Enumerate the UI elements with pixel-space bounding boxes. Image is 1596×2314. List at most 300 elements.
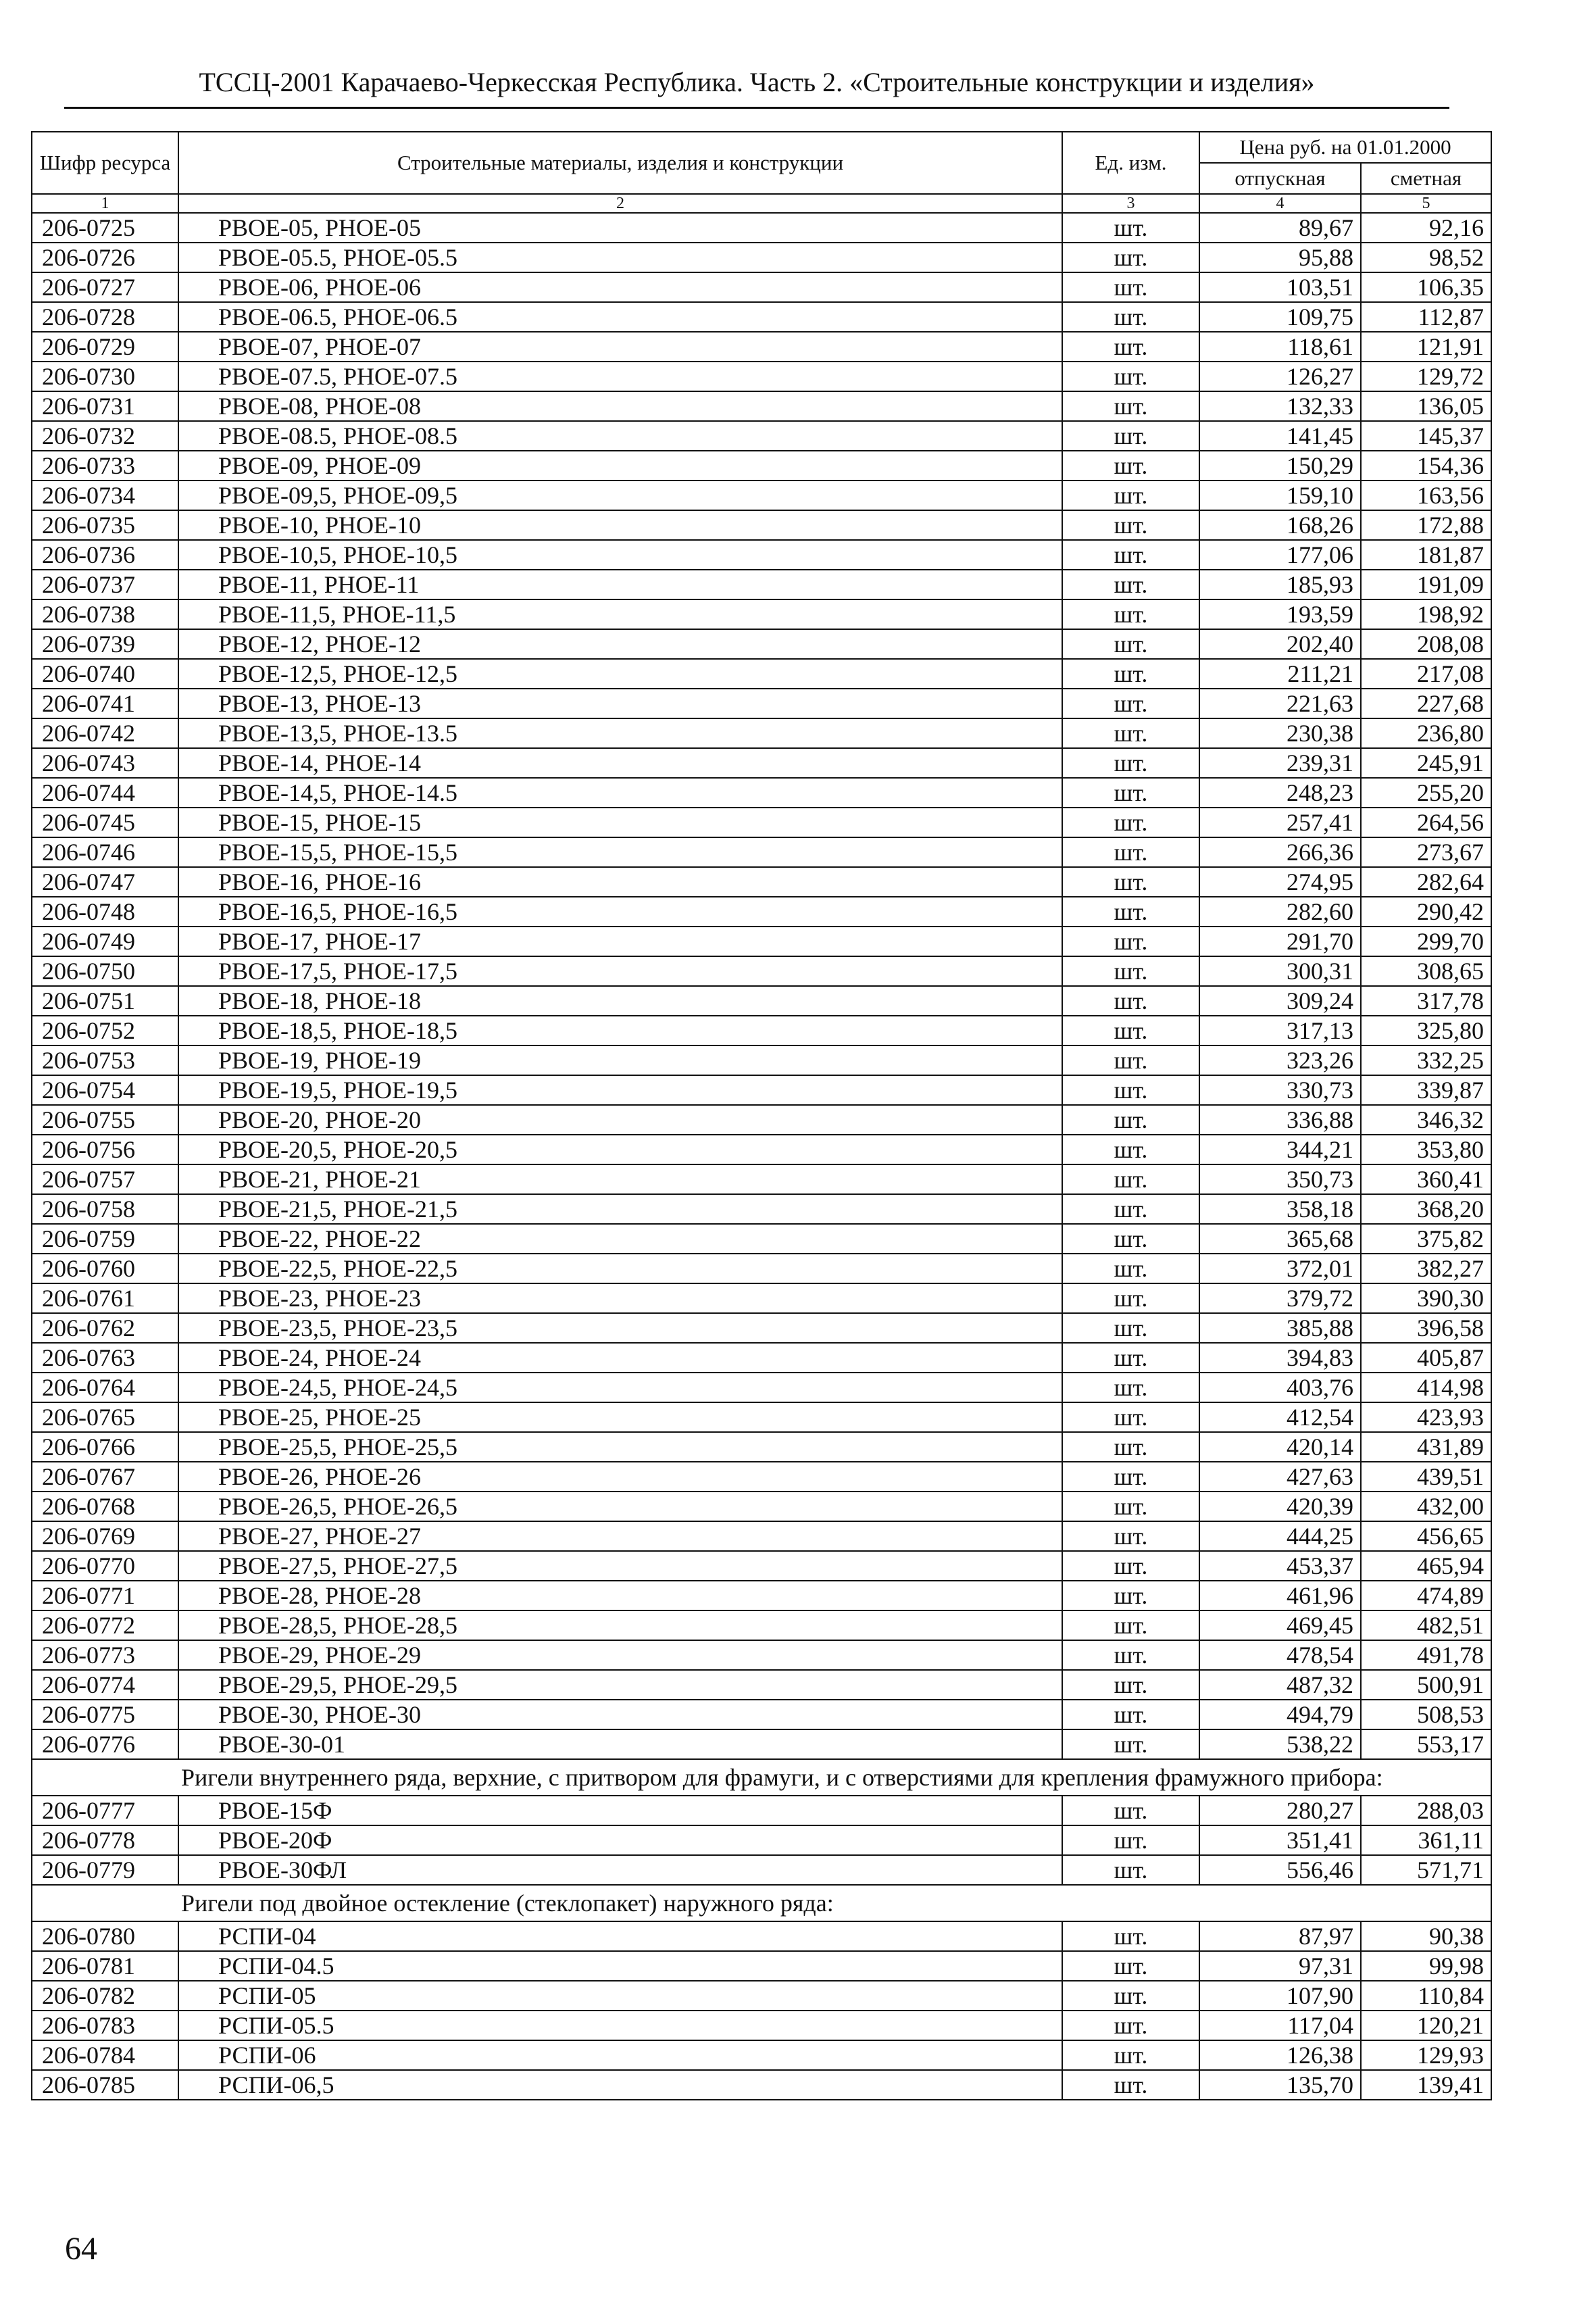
table-row xyxy=(32,1640,1491,1670)
cell-release-price: 330,73 xyxy=(1199,1075,1361,1105)
cell-release-price: 344,21 xyxy=(1199,1135,1361,1164)
cell-code: 206-0752 xyxy=(32,1016,178,1045)
cell-estimate-price: 423,93 xyxy=(1361,1402,1491,1432)
cell-unit: шт. xyxy=(1062,986,1199,1016)
table-row xyxy=(32,1164,1491,1194)
column-header-code: Шифр ресурса xyxy=(32,132,178,194)
table-row xyxy=(32,1016,1491,1045)
cell-release-price: 385,88 xyxy=(1199,1313,1361,1343)
cell-code: 206-0735 xyxy=(32,510,178,540)
table-row xyxy=(32,1135,1491,1164)
cell-code: 206-0782 xyxy=(32,1981,178,2011)
cell-estimate-price: 198,92 xyxy=(1361,599,1491,629)
cell-estimate-price: 181,87 xyxy=(1361,540,1491,570)
cell-name: РВОЕ-27, РНОЕ-27 xyxy=(178,1521,1062,1551)
cell-release-price: 168,26 xyxy=(1199,510,1361,540)
cell-unit: шт. xyxy=(1062,1135,1199,1164)
cell-name: РВОЕ-12, РНОЕ-12 xyxy=(178,629,1062,659)
cell-name: РВОЕ-26, РНОЕ-26 xyxy=(178,1462,1062,1492)
table-row xyxy=(32,1045,1491,1075)
cell-release-price: 291,70 xyxy=(1199,927,1361,956)
cell-unit: шт. xyxy=(1062,1492,1199,1521)
table-row xyxy=(32,956,1491,986)
cell-release-price: 300,31 xyxy=(1199,956,1361,986)
cell-unit: шт. xyxy=(1062,956,1199,986)
cell-release-price: 159,10 xyxy=(1199,481,1361,510)
cell-unit: шт. xyxy=(1062,451,1199,481)
cell-estimate-price: 139,41 xyxy=(1361,2070,1491,2100)
cell-estimate-price: 360,41 xyxy=(1361,1164,1491,1194)
cell-name: РВОЕ-13,5, РНОЕ-13.5 xyxy=(178,718,1062,748)
table-row xyxy=(32,510,1491,540)
cell-unit: шт. xyxy=(1062,1402,1199,1432)
cell-release-price: 109,75 xyxy=(1199,302,1361,332)
table-row xyxy=(32,421,1491,451)
cell-code: 206-0776 xyxy=(32,1729,178,1759)
cell-name: РВОЕ-17, РНОЕ-17 xyxy=(178,927,1062,956)
cell-unit: шт. xyxy=(1062,1373,1199,1402)
cell-code: 206-0733 xyxy=(32,451,178,481)
cell-estimate-price: 282,64 xyxy=(1361,867,1491,897)
cell-unit: шт. xyxy=(1062,1729,1199,1759)
cell-release-price: 95,88 xyxy=(1199,243,1361,272)
cell-unit: шт. xyxy=(1062,362,1199,391)
cell-estimate-price: 346,32 xyxy=(1361,1105,1491,1135)
cell-name: РВОЕ-15Ф xyxy=(178,1796,1062,1825)
cell-name: РВОЕ-28,5, РНОЕ-28,5 xyxy=(178,1610,1062,1640)
cell-release-price: 351,41 xyxy=(1199,1825,1361,1855)
cell-code: 206-0727 xyxy=(32,272,178,302)
cell-name: РВОЕ-07.5, РНОЕ-07.5 xyxy=(178,362,1062,391)
table-row xyxy=(32,1343,1491,1373)
cell-unit: шт. xyxy=(1062,1610,1199,1640)
cell-estimate-price: 191,09 xyxy=(1361,570,1491,599)
cell-name: РВОЕ-20, РНОЕ-20 xyxy=(178,1105,1062,1135)
table-row xyxy=(32,748,1491,778)
header-rule xyxy=(64,107,1449,109)
cell-estimate-price: 172,88 xyxy=(1361,510,1491,540)
cell-code: 206-0736 xyxy=(32,540,178,570)
cell-estimate-price: 390,30 xyxy=(1361,1283,1491,1313)
cell-name: РВОЕ-25,5, РНОЕ-25,5 xyxy=(178,1432,1062,1462)
cell-name: РВОЕ-07, РНОЕ-07 xyxy=(178,332,1062,362)
cell-release-price: 323,26 xyxy=(1199,1045,1361,1075)
table-row xyxy=(32,778,1491,808)
cell-name: РВОЕ-15, РНОЕ-15 xyxy=(178,808,1062,837)
table-row xyxy=(32,659,1491,689)
cell-release-price: 469,45 xyxy=(1199,1610,1361,1640)
cell-unit: шт. xyxy=(1062,213,1199,243)
cell-unit: шт. xyxy=(1062,837,1199,867)
cell-unit: шт. xyxy=(1062,272,1199,302)
cell-unit: шт. xyxy=(1062,1825,1199,1855)
cell-name: РВОЕ-21,5, РНОЕ-21,5 xyxy=(178,1194,1062,1224)
cell-name: РВОЕ-08.5, РНОЕ-08.5 xyxy=(178,421,1062,451)
column-number: 1 xyxy=(32,194,178,213)
cell-name: РСПИ-05 xyxy=(178,1981,1062,2011)
table-row xyxy=(32,1951,1491,1981)
cell-name: РВОЕ-22,5, РНОЕ-22,5 xyxy=(178,1254,1062,1283)
cell-name: РВОЕ-14, РНОЕ-14 xyxy=(178,748,1062,778)
table-row xyxy=(32,1254,1491,1283)
cell-release-price: 103,51 xyxy=(1199,272,1361,302)
cell-name: РВОЕ-24,5, РНОЕ-24,5 xyxy=(178,1373,1062,1402)
cell-code: 206-0745 xyxy=(32,808,178,837)
cell-name: РВОЕ-15,5, РНОЕ-15,5 xyxy=(178,837,1062,867)
table-row xyxy=(32,1462,1491,1492)
cell-unit: шт. xyxy=(1062,1551,1199,1581)
table-row xyxy=(32,718,1491,748)
cell-estimate-price: 368,20 xyxy=(1361,1194,1491,1224)
table-row xyxy=(32,1610,1491,1640)
cell-release-price: 556,46 xyxy=(1199,1855,1361,1885)
cell-estimate-price: 136,05 xyxy=(1361,391,1491,421)
cell-release-price: 193,59 xyxy=(1199,599,1361,629)
section-heading-row xyxy=(32,1759,1491,1796)
cell-code: 206-0741 xyxy=(32,689,178,718)
cell-release-price: 126,27 xyxy=(1199,362,1361,391)
cell-code: 206-0770 xyxy=(32,1551,178,1581)
table-header-row xyxy=(32,132,1491,163)
table-row xyxy=(32,540,1491,570)
cell-name: РСПИ-05.5 xyxy=(178,2011,1062,2040)
cell-estimate-price: 106,35 xyxy=(1361,272,1491,302)
table-row xyxy=(32,272,1491,302)
column-header-name: Строительные материалы, изделия и конструкции xyxy=(178,132,1062,194)
table-row xyxy=(32,570,1491,599)
cell-estimate-price: 217,08 xyxy=(1361,659,1491,689)
cell-code: 206-0746 xyxy=(32,837,178,867)
cell-release-price: 266,36 xyxy=(1199,837,1361,867)
cell-name: РВОЕ-14,5, РНОЕ-14.5 xyxy=(178,778,1062,808)
cell-estimate-price: 396,58 xyxy=(1361,1313,1491,1343)
column-number: 4 xyxy=(1199,194,1361,213)
cell-release-price: 379,72 xyxy=(1199,1283,1361,1313)
cell-code: 206-0767 xyxy=(32,1462,178,1492)
cell-release-price: 394,83 xyxy=(1199,1343,1361,1373)
cell-unit: шт. xyxy=(1062,1343,1199,1373)
cell-estimate-price: 439,51 xyxy=(1361,1462,1491,1492)
section-heading: Ригели под двойное остекление (стеклопакет) наружного ряда: xyxy=(32,1885,1491,1921)
cell-name: РСПИ-06,5 xyxy=(178,2070,1062,2100)
cell-unit: шт. xyxy=(1062,1075,1199,1105)
cell-estimate-price: 110,84 xyxy=(1361,1981,1491,2011)
cell-unit: шт. xyxy=(1062,1313,1199,1343)
cell-code: 206-0780 xyxy=(32,1921,178,1951)
cell-release-price: 453,37 xyxy=(1199,1551,1361,1581)
cell-code: 206-0753 xyxy=(32,1045,178,1075)
cell-release-price: 412,54 xyxy=(1199,1402,1361,1432)
table-row xyxy=(32,243,1491,272)
cell-name: РВОЕ-09,5, РНОЕ-09,5 xyxy=(178,481,1062,510)
cell-estimate-price: 353,80 xyxy=(1361,1135,1491,1164)
cell-estimate-price: 339,87 xyxy=(1361,1075,1491,1105)
cell-estimate-price: 99,98 xyxy=(1361,1951,1491,1981)
cell-unit: шт. xyxy=(1062,629,1199,659)
cell-code: 206-0764 xyxy=(32,1373,178,1402)
cell-code: 206-0766 xyxy=(32,1432,178,1462)
cell-unit: шт. xyxy=(1062,1194,1199,1224)
cell-unit: шт. xyxy=(1062,718,1199,748)
cell-release-price: 230,38 xyxy=(1199,718,1361,748)
cell-name: РВОЕ-08, РНОЕ-08 xyxy=(178,391,1062,421)
cell-code: 206-0744 xyxy=(32,778,178,808)
cell-unit: шт. xyxy=(1062,1855,1199,1885)
cell-release-price: 87,97 xyxy=(1199,1921,1361,1951)
cell-unit: шт. xyxy=(1062,1045,1199,1075)
cell-release-price: 89,67 xyxy=(1199,213,1361,243)
cell-code: 206-0740 xyxy=(32,659,178,689)
cell-code: 206-0750 xyxy=(32,956,178,986)
page-header-title: ТССЦ-2001 Карачаево-Черкесская Республика. Часть 2. «Строительные конструкции и изделия» xyxy=(199,67,1315,97)
cell-code: 206-0783 xyxy=(32,2011,178,2040)
table-row xyxy=(32,1521,1491,1551)
cell-release-price: 358,18 xyxy=(1199,1194,1361,1224)
cell-unit: шт. xyxy=(1062,1164,1199,1194)
cell-code: 206-0749 xyxy=(32,927,178,956)
cell-name: РВОЕ-16,5, РНОЕ-16,5 xyxy=(178,897,1062,927)
cell-code: 206-0729 xyxy=(32,332,178,362)
cell-code: 206-0763 xyxy=(32,1343,178,1373)
table-row xyxy=(32,1105,1491,1135)
cell-estimate-price: 508,53 xyxy=(1361,1700,1491,1729)
cell-name: РВОЕ-20Ф xyxy=(178,1825,1062,1855)
cell-code: 206-0747 xyxy=(32,867,178,897)
cell-release-price: 420,14 xyxy=(1199,1432,1361,1462)
cell-name: РВОЕ-10,5, РНОЕ-10,5 xyxy=(178,540,1062,570)
cell-name: РСПИ-04.5 xyxy=(178,1951,1062,1981)
column-number: 5 xyxy=(1361,194,1491,213)
cell-estimate-price: 456,65 xyxy=(1361,1521,1491,1551)
cell-unit: шт. xyxy=(1062,867,1199,897)
cell-estimate-price: 145,37 xyxy=(1361,421,1491,451)
cell-name: РВОЕ-29,5, РНОЕ-29,5 xyxy=(178,1670,1062,1700)
cell-code: 206-0737 xyxy=(32,570,178,599)
cell-name: РВОЕ-24, РНОЕ-24 xyxy=(178,1343,1062,1373)
cell-release-price: 372,01 xyxy=(1199,1254,1361,1283)
table-row xyxy=(32,332,1491,362)
cell-estimate-price: 163,56 xyxy=(1361,481,1491,510)
cell-release-price: 365,68 xyxy=(1199,1224,1361,1254)
cell-code: 206-0761 xyxy=(32,1283,178,1313)
table-row xyxy=(32,1432,1491,1462)
cell-release-price: 461,96 xyxy=(1199,1581,1361,1610)
cell-unit: шт. xyxy=(1062,1254,1199,1283)
cell-code: 206-0762 xyxy=(32,1313,178,1343)
table-row xyxy=(32,1224,1491,1254)
column-header-unit: Ед. изм. xyxy=(1062,132,1199,194)
cell-code: 206-0785 xyxy=(32,2070,178,2100)
cell-name: РВОЕ-30ФЛ xyxy=(178,1855,1062,1885)
cell-unit: шт. xyxy=(1062,1981,1199,2011)
cell-estimate-price: 431,89 xyxy=(1361,1432,1491,1462)
cell-estimate-price: 227,68 xyxy=(1361,689,1491,718)
cell-code: 206-0777 xyxy=(32,1796,178,1825)
cell-code: 206-0754 xyxy=(32,1075,178,1105)
cell-name: РВОЕ-27,5, РНОЕ-27,5 xyxy=(178,1551,1062,1581)
cell-code: 206-0771 xyxy=(32,1581,178,1610)
cell-estimate-price: 236,80 xyxy=(1361,718,1491,748)
cell-estimate-price: 154,36 xyxy=(1361,451,1491,481)
cell-release-price: 97,31 xyxy=(1199,1951,1361,1981)
cell-name: РВОЕ-16, РНОЕ-16 xyxy=(178,867,1062,897)
cell-unit: шт. xyxy=(1062,540,1199,570)
cell-code: 206-0772 xyxy=(32,1610,178,1640)
table-row xyxy=(32,1313,1491,1343)
table-row xyxy=(32,837,1491,867)
cell-estimate-price: 308,65 xyxy=(1361,956,1491,986)
table-row xyxy=(32,897,1491,927)
cell-estimate-price: 129,93 xyxy=(1361,2040,1491,2070)
table-row xyxy=(32,391,1491,421)
table-row xyxy=(32,1492,1491,1521)
cell-name: РВОЕ-05.5, РНОЕ-05.5 xyxy=(178,243,1062,272)
cell-name: РВОЕ-23,5, РНОЕ-23,5 xyxy=(178,1313,1062,1343)
cell-code: 206-0769 xyxy=(32,1521,178,1551)
cell-code: 206-0734 xyxy=(32,481,178,510)
cell-release-price: 135,70 xyxy=(1199,2070,1361,2100)
cell-code: 206-0728 xyxy=(32,302,178,332)
cell-estimate-price: 112,87 xyxy=(1361,302,1491,332)
cell-code: 206-0748 xyxy=(32,897,178,927)
cell-release-price: 538,22 xyxy=(1199,1729,1361,1759)
table-row xyxy=(32,2070,1491,2100)
table-row xyxy=(32,451,1491,481)
cell-estimate-price: 474,89 xyxy=(1361,1581,1491,1610)
cell-code: 206-0725 xyxy=(32,213,178,243)
cell-release-price: 211,21 xyxy=(1199,659,1361,689)
cell-code: 206-0743 xyxy=(32,748,178,778)
cell-unit: шт. xyxy=(1062,927,1199,956)
cell-code: 206-0778 xyxy=(32,1825,178,1855)
cell-release-price: 444,25 xyxy=(1199,1521,1361,1551)
table-row xyxy=(32,1581,1491,1610)
cell-estimate-price: 553,17 xyxy=(1361,1729,1491,1759)
cell-release-price: 282,60 xyxy=(1199,897,1361,927)
cell-unit: шт. xyxy=(1062,2070,1199,2100)
cell-code: 206-0759 xyxy=(32,1224,178,1254)
cell-name: РВОЕ-30-01 xyxy=(178,1729,1062,1759)
cell-release-price: 478,54 xyxy=(1199,1640,1361,1670)
cell-name: РВОЕ-17,5, РНОЕ-17,5 xyxy=(178,956,1062,986)
cell-name: РВОЕ-10, РНОЕ-10 xyxy=(178,510,1062,540)
table-row xyxy=(32,1402,1491,1432)
table-row xyxy=(32,1796,1491,1825)
table-row xyxy=(32,1855,1491,1885)
cell-unit: шт. xyxy=(1062,778,1199,808)
cell-unit: шт. xyxy=(1062,897,1199,927)
cell-name: РВОЕ-11, РНОЕ-11 xyxy=(178,570,1062,599)
cell-code: 206-0732 xyxy=(32,421,178,451)
cell-release-price: 132,33 xyxy=(1199,391,1361,421)
cell-release-price: 239,31 xyxy=(1199,748,1361,778)
table-row xyxy=(32,1729,1491,1759)
cell-estimate-price: 90,38 xyxy=(1361,1921,1491,1951)
cell-unit: шт. xyxy=(1062,421,1199,451)
cell-release-price: 126,38 xyxy=(1199,2040,1361,2070)
cell-name: РВОЕ-12,5, РНОЕ-12,5 xyxy=(178,659,1062,689)
cell-code: 206-0731 xyxy=(32,391,178,421)
cell-estimate-price: 432,00 xyxy=(1361,1492,1491,1521)
cell-unit: шт. xyxy=(1062,1951,1199,1981)
cell-code: 206-0760 xyxy=(32,1254,178,1283)
cell-unit: шт. xyxy=(1062,2040,1199,2070)
cell-code: 206-0784 xyxy=(32,2040,178,2070)
cell-estimate-price: 299,70 xyxy=(1361,927,1491,956)
cell-unit: шт. xyxy=(1062,599,1199,629)
cell-estimate-price: 361,11 xyxy=(1361,1825,1491,1855)
cell-name: РВОЕ-11,5, РНОЕ-11,5 xyxy=(178,599,1062,629)
column-number-row xyxy=(32,194,1491,213)
table-row xyxy=(32,1981,1491,2011)
table-row xyxy=(32,213,1491,243)
cell-unit: шт. xyxy=(1062,1224,1199,1254)
cell-estimate-price: 571,71 xyxy=(1361,1855,1491,1885)
cell-unit: шт. xyxy=(1062,1796,1199,1825)
cell-estimate-price: 382,27 xyxy=(1361,1254,1491,1283)
table-row xyxy=(32,1921,1491,1951)
cell-name: РВОЕ-29, РНОЕ-29 xyxy=(178,1640,1062,1670)
cell-name: РВОЕ-18,5, РНОЕ-18,5 xyxy=(178,1016,1062,1045)
cell-name: РСПИ-04 xyxy=(178,1921,1062,1951)
cell-release-price: 309,24 xyxy=(1199,986,1361,1016)
table-row xyxy=(32,1194,1491,1224)
cell-release-price: 317,13 xyxy=(1199,1016,1361,1045)
table-row xyxy=(32,927,1491,956)
cell-estimate-price: 264,56 xyxy=(1361,808,1491,837)
table-row xyxy=(32,1700,1491,1729)
cell-unit: шт. xyxy=(1062,1921,1199,1951)
cell-name: РВОЕ-20,5, РНОЕ-20,5 xyxy=(178,1135,1062,1164)
column-header-estimate: сметная xyxy=(1361,163,1491,194)
cell-release-price: 177,06 xyxy=(1199,540,1361,570)
cell-unit: шт. xyxy=(1062,1462,1199,1492)
cell-estimate-price: 120,21 xyxy=(1361,2011,1491,2040)
page-number: 64 xyxy=(65,2231,97,2267)
table-row xyxy=(32,629,1491,659)
cell-code: 206-0756 xyxy=(32,1135,178,1164)
cell-estimate-price: 245,91 xyxy=(1361,748,1491,778)
cell-unit: шт. xyxy=(1062,748,1199,778)
cell-estimate-price: 273,67 xyxy=(1361,837,1491,867)
table-row xyxy=(32,1670,1491,1700)
column-number: 2 xyxy=(178,194,1062,213)
cell-estimate-price: 290,42 xyxy=(1361,897,1491,927)
cell-unit: шт. xyxy=(1062,1105,1199,1135)
cell-name: РВОЕ-06.5, РНОЕ-06.5 xyxy=(178,302,1062,332)
cell-estimate-price: 332,25 xyxy=(1361,1045,1491,1075)
cell-estimate-price: 491,78 xyxy=(1361,1640,1491,1670)
table-row xyxy=(32,1373,1491,1402)
table-row xyxy=(32,2011,1491,2040)
cell-code: 206-0765 xyxy=(32,1402,178,1432)
table-row xyxy=(32,1551,1491,1581)
cell-name: РВОЕ-13, РНОЕ-13 xyxy=(178,689,1062,718)
cell-release-price: 248,23 xyxy=(1199,778,1361,808)
cell-name: РВОЕ-19, РНОЕ-19 xyxy=(178,1045,1062,1075)
cell-release-price: 494,79 xyxy=(1199,1700,1361,1729)
cell-name: РВОЕ-25, РНОЕ-25 xyxy=(178,1402,1062,1432)
cell-name: РСПИ-06 xyxy=(178,2040,1062,2070)
cell-code: 206-0758 xyxy=(32,1194,178,1224)
cell-name: РВОЕ-06, РНОЕ-06 xyxy=(178,272,1062,302)
cell-code: 206-0730 xyxy=(32,362,178,391)
cell-estimate-price: 288,03 xyxy=(1361,1796,1491,1825)
cell-name: РВОЕ-18, РНОЕ-18 xyxy=(178,986,1062,1016)
table-row xyxy=(32,689,1491,718)
cell-estimate-price: 317,78 xyxy=(1361,986,1491,1016)
table-body xyxy=(32,213,1491,2100)
